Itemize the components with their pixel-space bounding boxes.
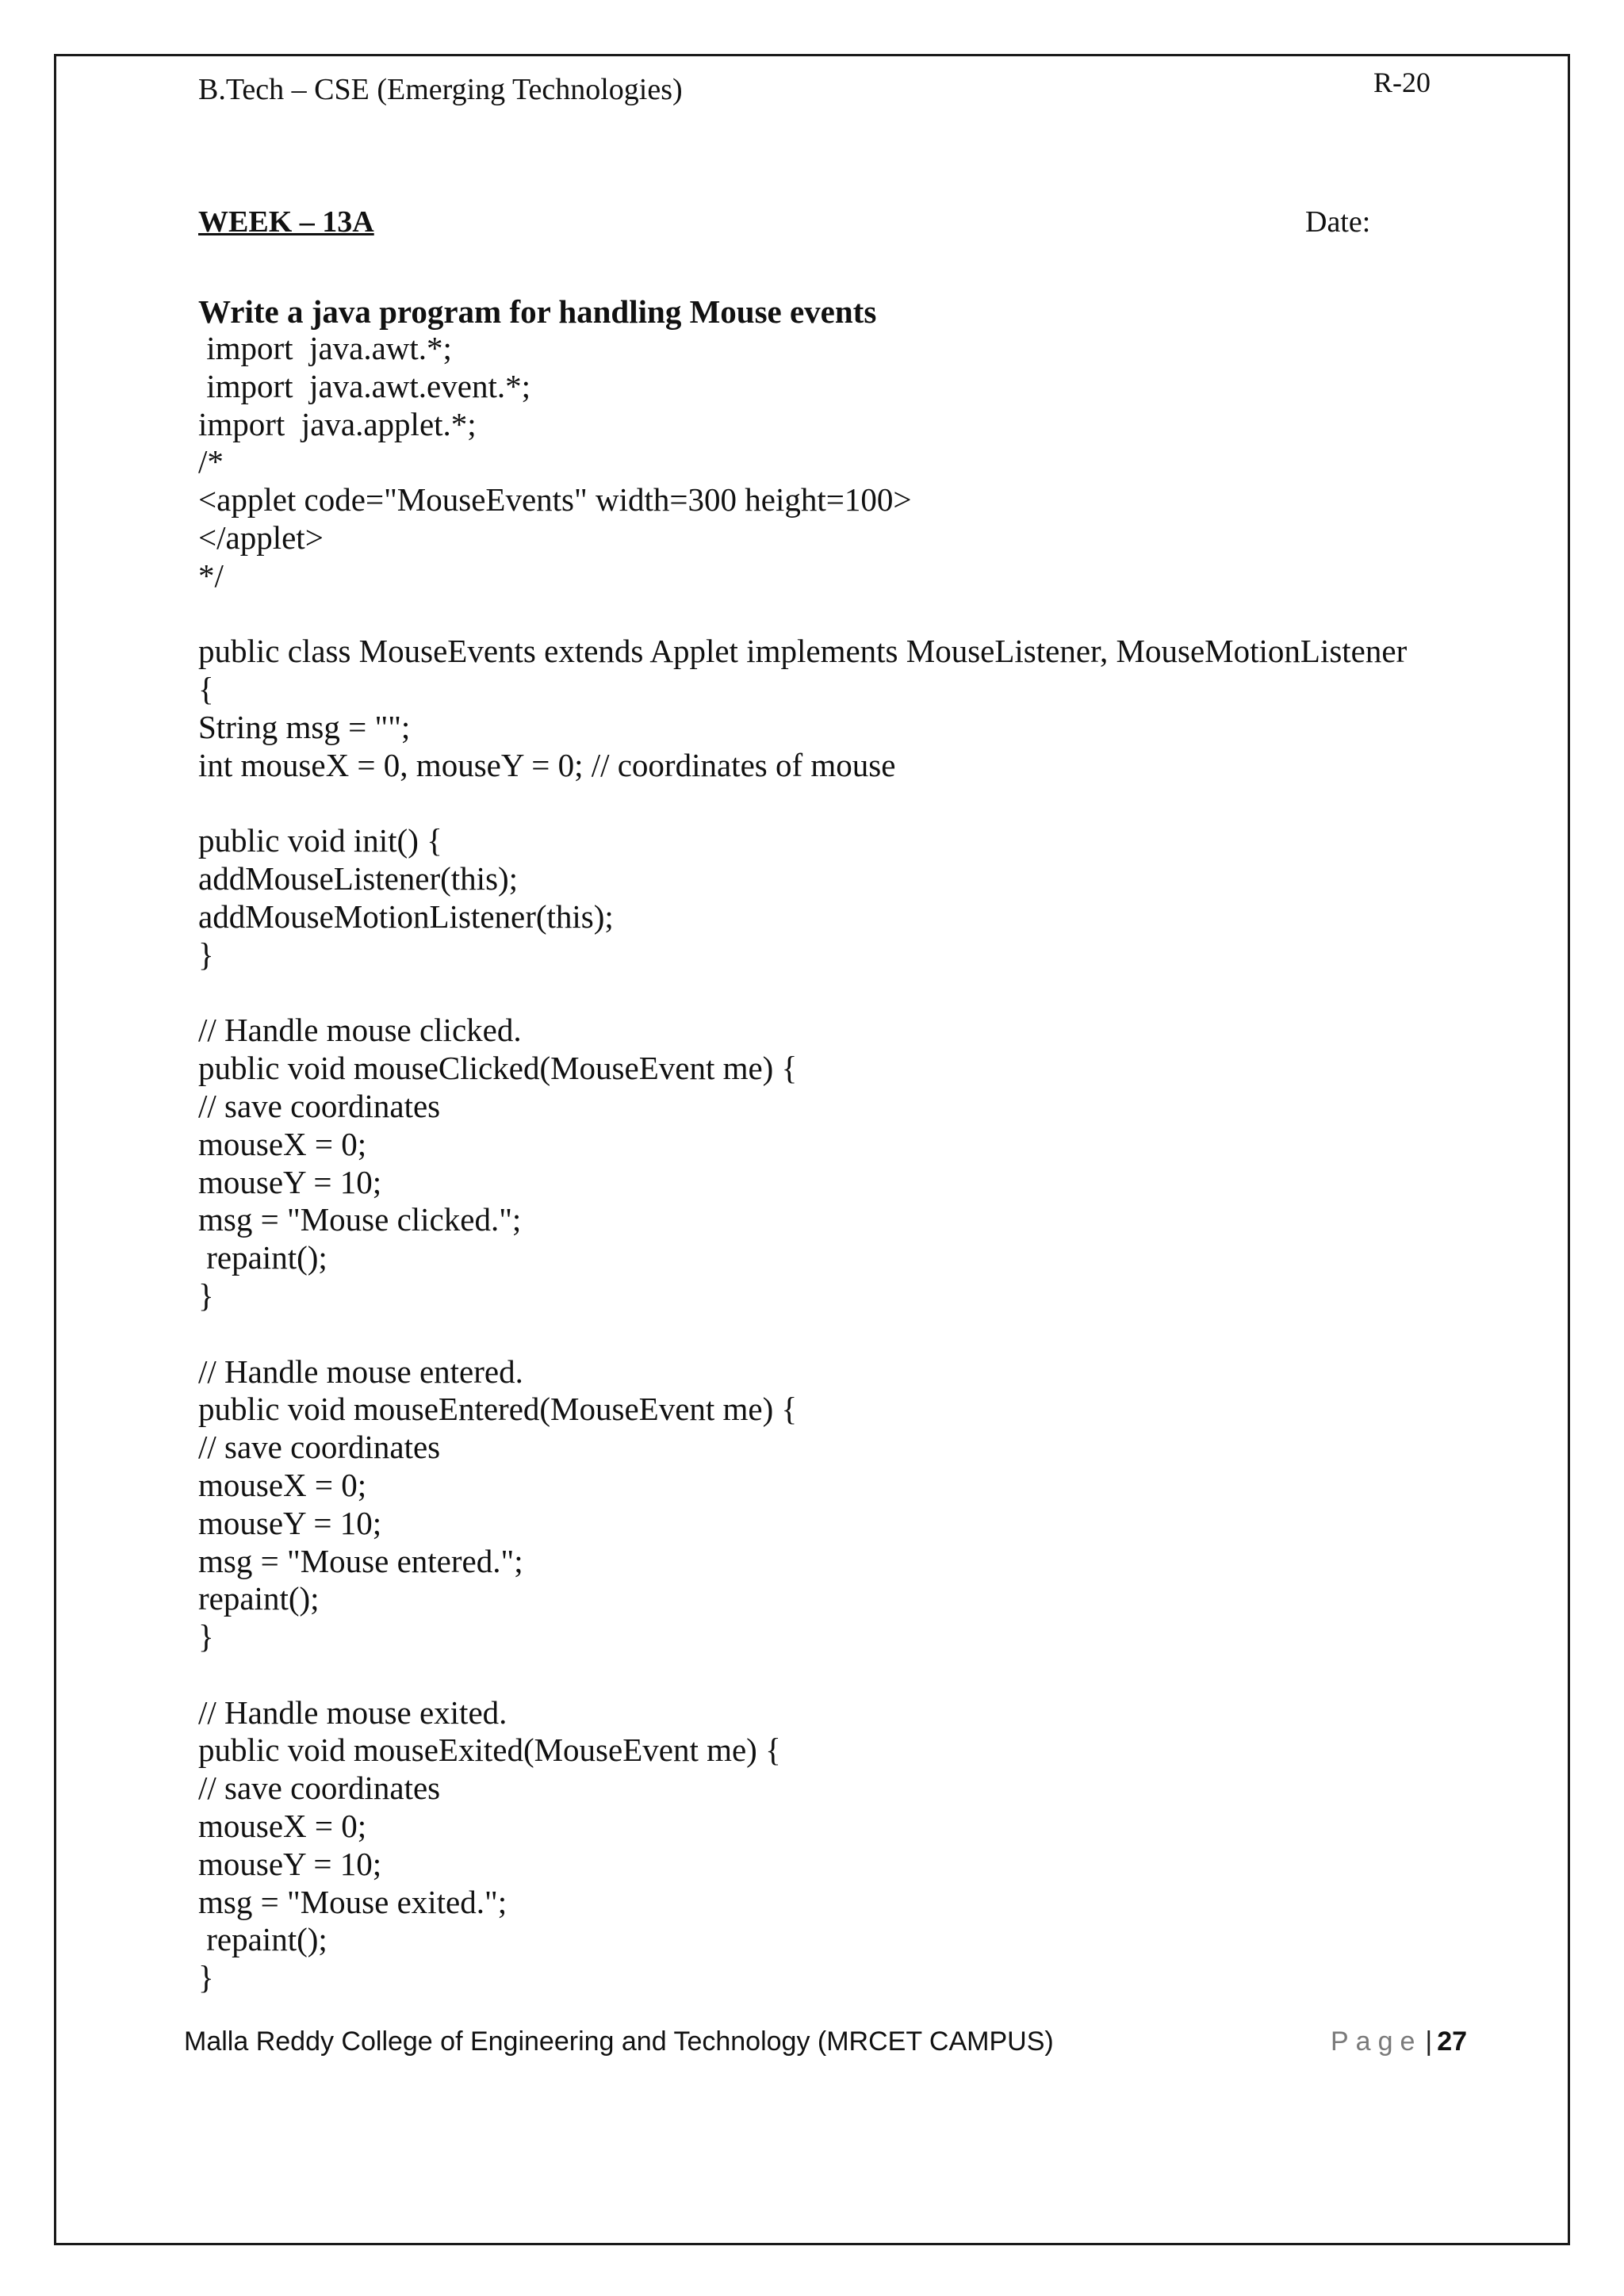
code-line: msg = "Mouse clicked."; (198, 1201, 522, 1238)
code-block (198, 330, 1407, 1997)
code-line: /* (198, 443, 224, 480)
code-line (198, 595, 1407, 633)
code-line: import java.awt.event.*; (198, 367, 530, 404)
code-line: } (198, 936, 214, 973)
code-line: mouseY = 10; (198, 1845, 382, 1882)
code-line (198, 974, 1407, 1012)
code-line: public void mouseExited(MouseEvent me) { (198, 1732, 781, 1769)
code-line: mouseX = 0; (198, 1808, 367, 1845)
code-line: public void mouseClicked(MouseEvent me) { (198, 1050, 798, 1087)
code-line: // save coordinates (198, 1087, 441, 1124)
code-line: import java.awt.*; (198, 330, 452, 366)
code-line: } (198, 1959, 214, 1996)
code-line (198, 1315, 1407, 1353)
code-line: */ (198, 557, 224, 594)
header-regulation: R-20 (1373, 67, 1431, 98)
footer-page-label (1331, 2024, 1467, 2059)
code-line: mouseX = 0; (198, 1466, 367, 1503)
code-line: public void init() { (198, 822, 442, 859)
code-line: <applet code="MouseEvents" width=300 height=100> (198, 481, 912, 519)
footer-page-number: 27 (1437, 2026, 1468, 2057)
week-title: WEEK – 13A (198, 205, 374, 239)
code-line: // save coordinates (198, 1429, 441, 1466)
footer-separator: | (1425, 2026, 1433, 2057)
code-line: { (198, 671, 214, 708)
code-line: int mouseX = 0, mouseY = 0; // coordinates of mouse (198, 746, 896, 783)
code-line: } (198, 1276, 214, 1314)
code-line: String msg = ""; (198, 708, 411, 745)
code-line: // save coordinates (198, 1770, 441, 1807)
code-line: public void mouseEntered(MouseEvent me) { (198, 1391, 798, 1428)
code-line: // Handle mouse clicked. (198, 1012, 522, 1049)
code-line (198, 1656, 1407, 1694)
code-line: // Handle mouse exited. (198, 1693, 508, 1731)
code-line (198, 785, 1407, 823)
problem-title: Write a java program for handling Mouse events (198, 293, 877, 330)
code-line: addMouseListener(this); (198, 860, 519, 897)
code-line: mouseX = 0; (198, 1125, 367, 1162)
code-line: import java.applet.*; (198, 405, 477, 442)
code-line: msg = "Mouse exited."; (198, 1883, 508, 1920)
code-line: repaint(); (198, 1239, 327, 1276)
code-line: repaint(); (198, 1580, 320, 1617)
code-line: public class MouseEvents extends Applet implements MouseListener, MouseMotionListener (198, 633, 1408, 670)
code-line: repaint(); (198, 1921, 327, 1958)
code-line: } (198, 1618, 214, 1655)
header-course: B.Tech – CSE (Emerging Technologies) (198, 73, 683, 106)
code-line: // Handle mouse entered. (198, 1353, 523, 1390)
footer-institution: Malla Reddy College of Engineering and Technology (MRCET CAMPUS) (184, 2026, 1054, 2057)
code-line: addMouseMotionListener(this); (198, 897, 614, 935)
footer-page-word: Page (1331, 2026, 1423, 2057)
date-label: Date: (1305, 205, 1371, 239)
code-line: mouseY = 10; (198, 1163, 382, 1200)
code-line: mouseY = 10; (198, 1504, 382, 1541)
code-line: </applet> (198, 519, 324, 556)
code-line: msg = "Mouse entered."; (198, 1542, 523, 1579)
